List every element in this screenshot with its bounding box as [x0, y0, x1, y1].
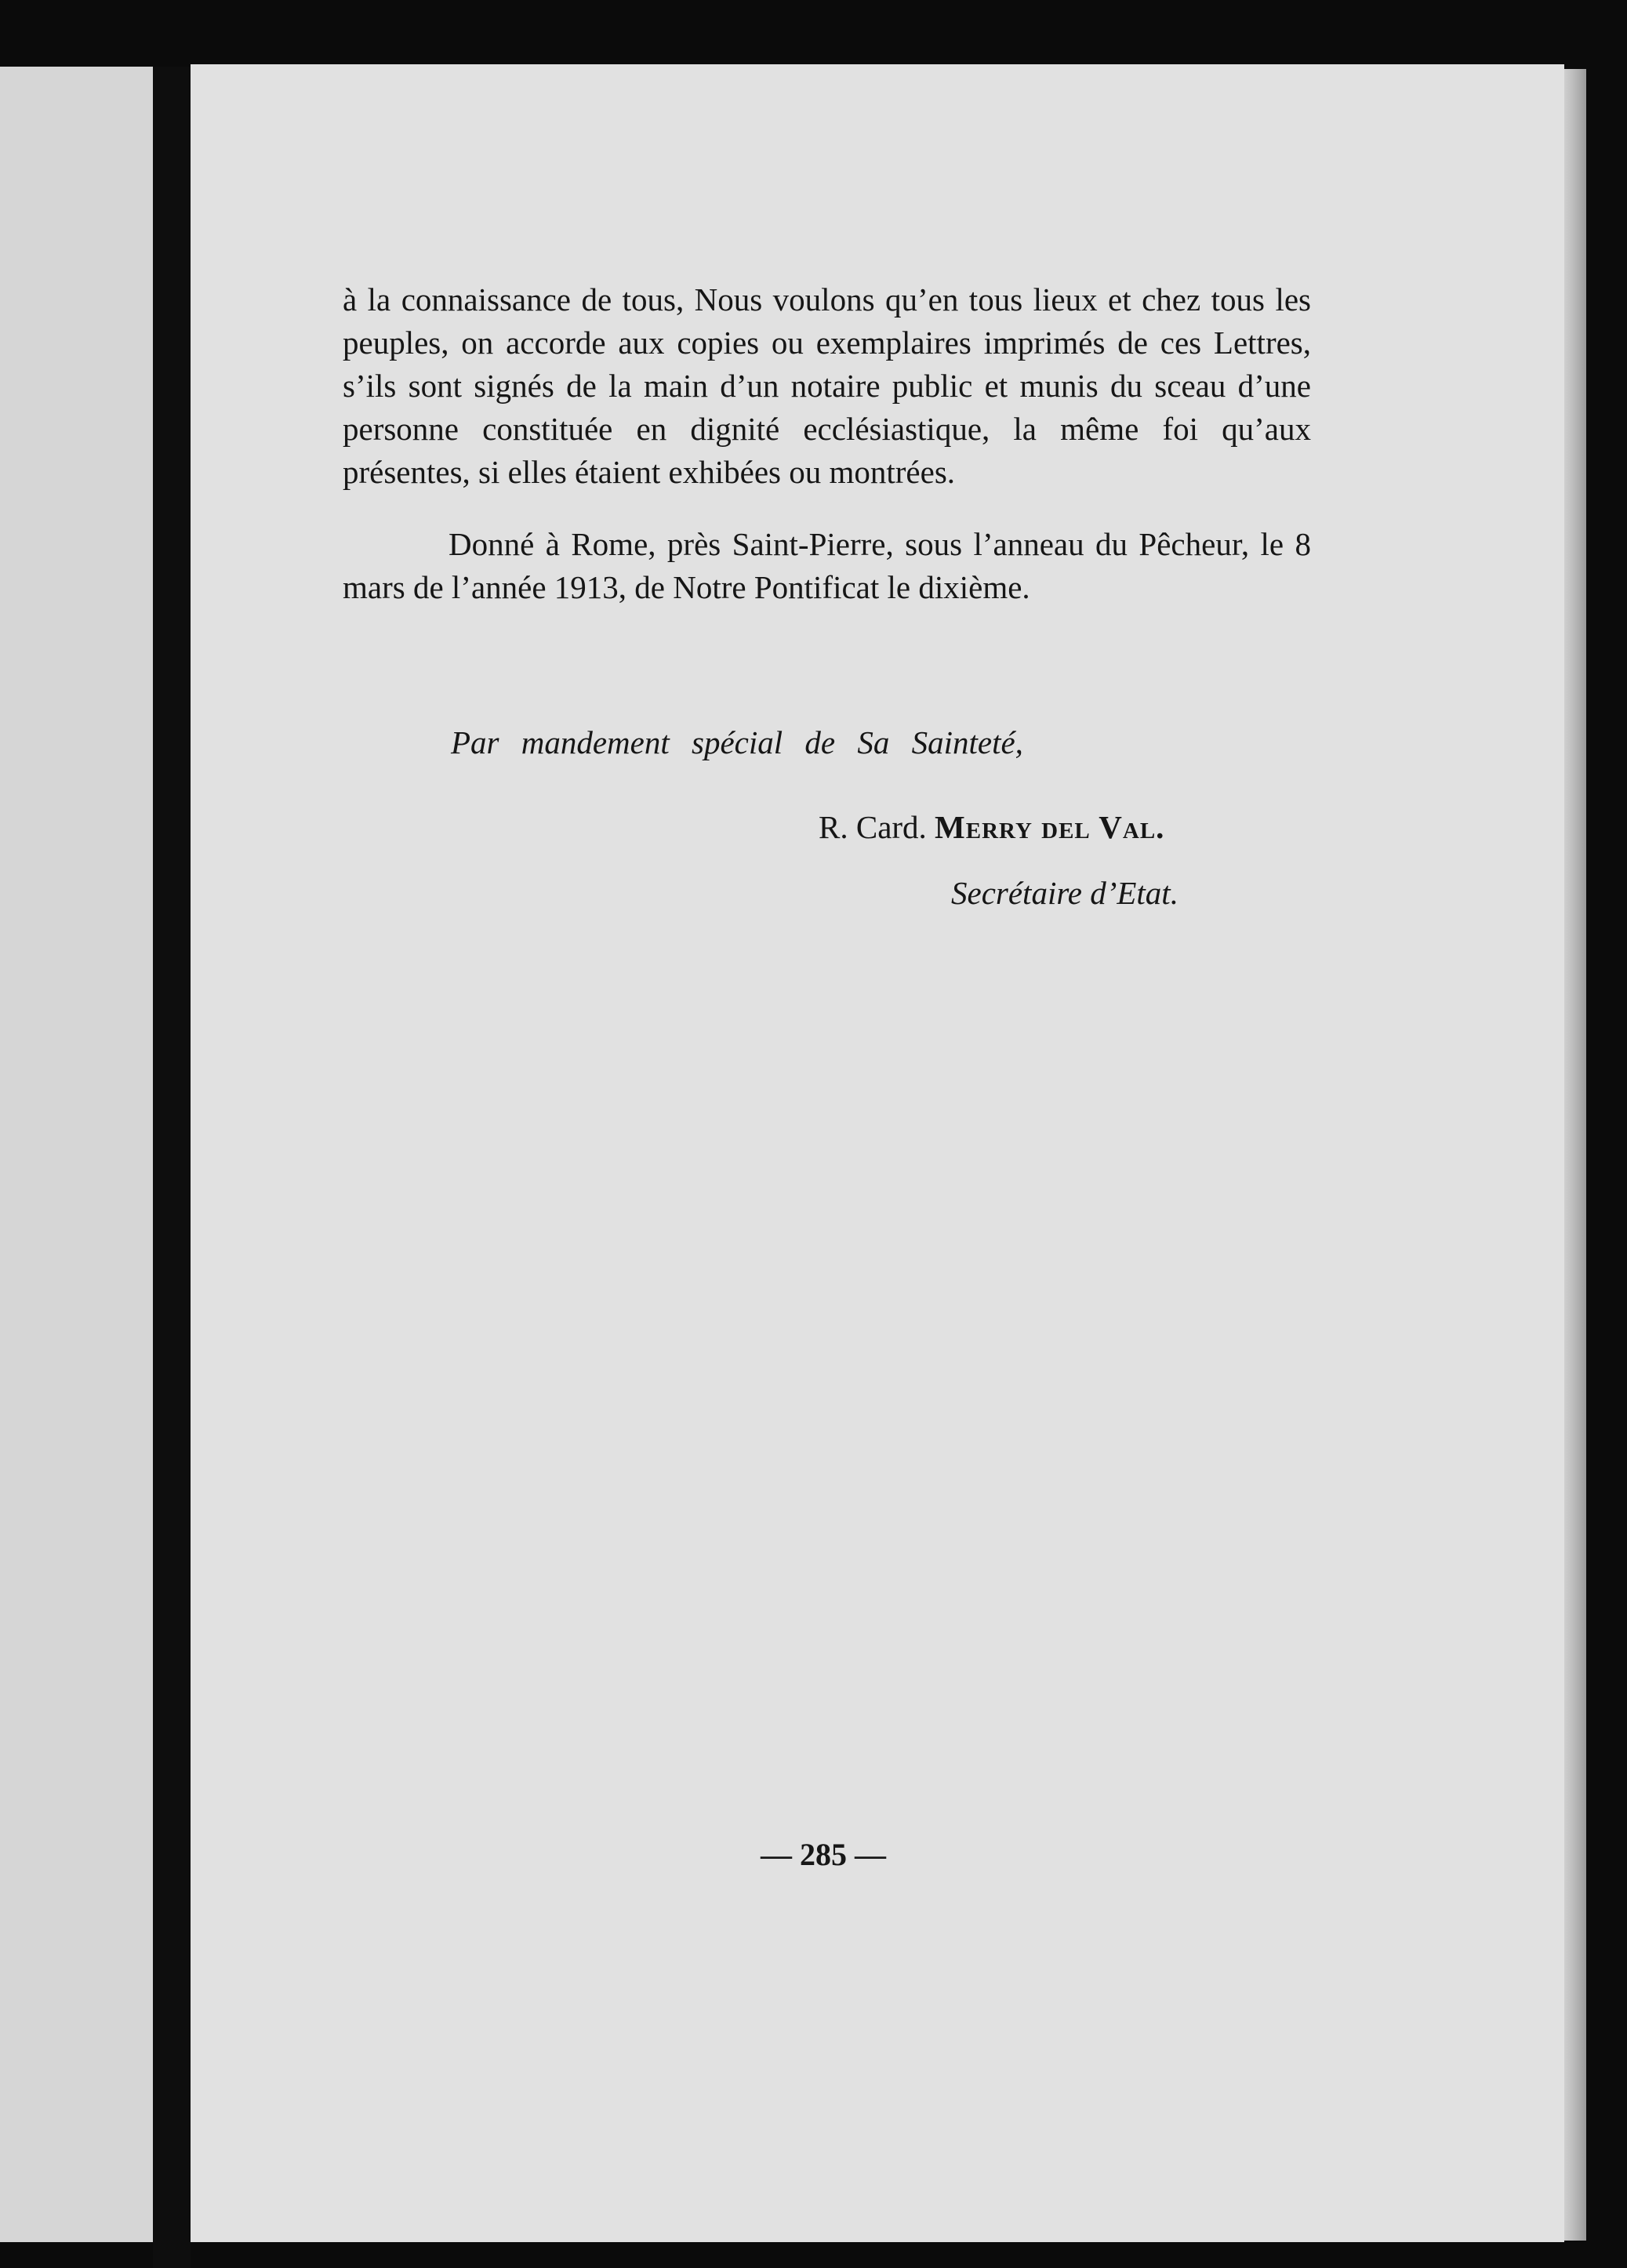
signature-title: Secrétaire d’Etat.: [951, 875, 1178, 911]
facing-page-edge: [0, 67, 153, 2242]
body-text: [343, 278, 1311, 609]
signature-name: Merry del Val.: [935, 809, 1165, 845]
paragraph-decree: à la connaissance de tous, Nous voulons qu’en tous lieux et chez tous les peuples, on accorde aux copies ou exemplaires imprimés de ces Lettres, s’ils sont signés de la main d’un notaire public et munis du sceau d’une personne constituée en dignité ecclésiastique, la même foi qu’aux présentes, si elles étaient exhibées ou montrées.: [343, 281, 1311, 490]
page-number: — 285 —: [761, 1837, 886, 1872]
signature-line: [819, 808, 1164, 846]
book-gutter: [153, 67, 191, 2268]
paragraph-dating: Donné à Rome, près Saint-Pierre, sous l’anneau du Pêcheur, le 8 mars de l’année 1913, de Notre Pontificat le dixième.: [343, 526, 1311, 605]
scan-border-right: [1586, 61, 1627, 2268]
page-edge: [1564, 69, 1586, 2241]
mandate-line: Par mandement spécial de Sa Sainteté,: [451, 724, 1023, 760]
signature-prefix: R. Card.: [819, 809, 927, 845]
